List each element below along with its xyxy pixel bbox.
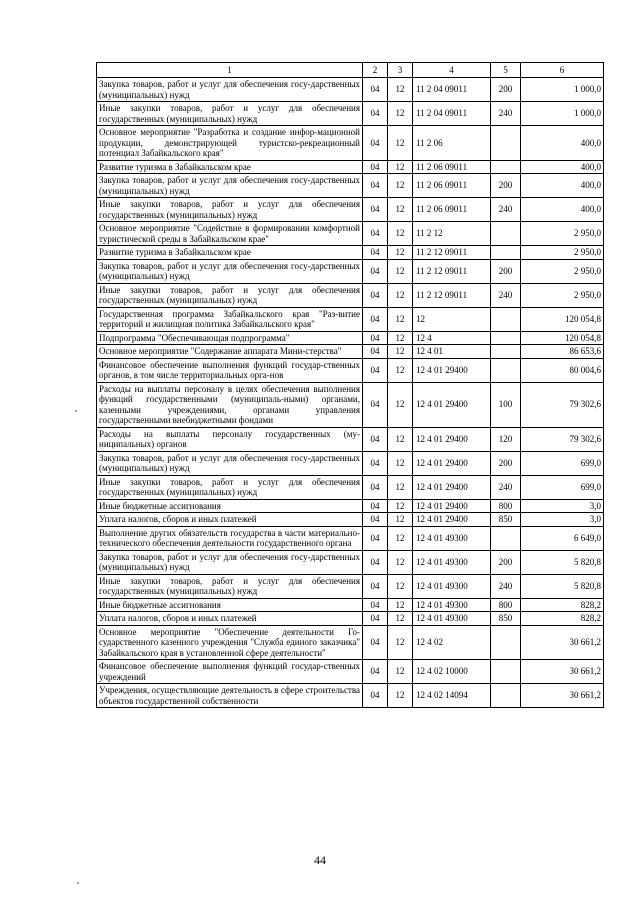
subsection-cell: 12 — [388, 451, 413, 475]
expense-type-cell: 120 — [491, 427, 521, 451]
expense-name-cell: Выполнение других обязательств государства в части материально-технического обеспечения деятельности государственного органа — [97, 526, 363, 550]
expense-type-cell: 240 — [491, 574, 521, 598]
section-cell: 04 — [363, 574, 388, 598]
amount-cell: 828,2 — [521, 612, 604, 626]
expense-name-cell: Иные бюджетные ассигнования — [97, 598, 363, 612]
amount-cell: 400,0 — [521, 174, 604, 198]
amount-cell: 400,0 — [521, 198, 604, 222]
amount-cell: 828,2 — [521, 598, 604, 612]
expense-type-cell — [491, 307, 521, 331]
section-cell: 04 — [363, 612, 388, 626]
expense-type-cell — [491, 358, 521, 382]
expense-type-cell: 240 — [491, 102, 521, 126]
subsection-cell: 12 — [388, 513, 413, 527]
table-row — [97, 126, 604, 161]
header-cell-2: 2 — [363, 63, 388, 78]
table-row — [97, 427, 604, 451]
amount-cell: 2 950,0 — [521, 222, 604, 246]
section-cell: 04 — [363, 660, 388, 684]
budget-table — [96, 62, 604, 708]
subsection-cell: 12 — [388, 526, 413, 550]
subsection-cell: 12 — [388, 160, 413, 174]
expense-type-cell — [491, 160, 521, 174]
amount-cell: 120 054,8 — [521, 307, 604, 331]
budget-table-body — [97, 63, 604, 708]
amount-cell: 3,0 — [521, 499, 604, 513]
table-row — [97, 102, 604, 126]
amount-cell: 2 950,0 — [521, 283, 604, 307]
expense-type-cell: 850 — [491, 612, 521, 626]
target-article-cell: 12 4 01 29400 — [413, 513, 491, 527]
target-article-cell: 12 4 01 29400 — [413, 475, 491, 499]
expense-name-cell: Расходы на выплаты персоналу государственных (му-ниципальных) органов — [97, 427, 363, 451]
section-cell: 04 — [363, 307, 388, 331]
expense-name-cell: Основное мероприятие "Разработка и создание инфор-мационной продукции, демонстрирующей туристско-рекреационный потенциал Забайкальского края" — [97, 126, 363, 161]
expense-type-cell — [491, 222, 521, 246]
amount-cell: 5 820,8 — [521, 574, 604, 598]
target-article-cell: 11 2 06 — [413, 126, 491, 161]
expense-name-cell: Финансовое обеспечение выполнения функций государ-ственных учреждений — [97, 660, 363, 684]
section-cell: 04 — [363, 160, 388, 174]
subsection-cell: 12 — [388, 427, 413, 451]
expense-name-cell: Развитие туризма в Забайкальском крае — [97, 160, 363, 174]
expense-type-cell: 200 — [491, 451, 521, 475]
target-article-cell: 12 4 01 49300 — [413, 574, 491, 598]
subsection-cell: 12 — [388, 246, 413, 260]
subsection-cell: 12 — [388, 358, 413, 382]
section-cell: 04 — [363, 283, 388, 307]
expense-type-cell: 240 — [491, 198, 521, 222]
expense-name-cell: Расходы на выплаты персоналу в целях обеспечения выполнения функций государственными (муниципаль-ными) органами, казенными учреждениями, органами управления государственными внебюджетными фондами — [97, 382, 363, 427]
target-article-cell: 11 2 12 09011 — [413, 283, 491, 307]
section-cell: 04 — [363, 526, 388, 550]
expense-name-cell: Уплата налогов, сборов и иных платежей — [97, 612, 363, 626]
target-article-cell: 12 4 02 14094 — [413, 684, 491, 708]
amount-cell: 6 649,0 — [521, 526, 604, 550]
amount-cell: 79 302,6 — [521, 427, 604, 451]
expense-name-cell: Иные закупки товаров, работ и услуг для обеспечения государственных (муниципальных) нужд — [97, 102, 363, 126]
table-row — [97, 598, 604, 612]
expense-type-cell — [491, 526, 521, 550]
expense-name-cell: Финансовое обеспечение выполнения функций государ-ственных органов, в том числе территориальных орга-нов — [97, 358, 363, 382]
target-article-cell: 11 2 04 09011 — [413, 78, 491, 102]
target-article-cell: 12 4 01 29400 — [413, 499, 491, 513]
target-article-cell: 11 2 12 — [413, 222, 491, 246]
subsection-cell: 12 — [388, 574, 413, 598]
subsection-cell: 12 — [388, 283, 413, 307]
section-cell: 04 — [363, 499, 388, 513]
amount-cell: 699,0 — [521, 451, 604, 475]
scan-speck — [75, 410, 77, 412]
amount-cell: 400,0 — [521, 126, 604, 161]
target-article-cell: 12 4 01 49300 — [413, 598, 491, 612]
subsection-cell: 12 — [388, 198, 413, 222]
section-cell: 04 — [363, 684, 388, 708]
section-cell: 04 — [363, 222, 388, 246]
table-row — [97, 259, 604, 283]
subsection-cell: 12 — [388, 126, 413, 161]
subsection-cell: 12 — [388, 625, 413, 660]
table-row — [97, 475, 604, 499]
table-row — [97, 358, 604, 382]
expense-name-cell: Иные бюджетные ассигнования — [97, 499, 363, 513]
target-article-cell: 12 — [413, 307, 491, 331]
table-row — [97, 222, 604, 246]
expense-type-cell: 100 — [491, 382, 521, 427]
section-cell: 04 — [363, 126, 388, 161]
section-cell: 04 — [363, 625, 388, 660]
section-cell: 04 — [363, 246, 388, 260]
table-row — [97, 660, 604, 684]
table-row — [97, 283, 604, 307]
target-article-cell: 12 4 — [413, 331, 491, 345]
expense-name-cell: Иные закупки товаров, работ и услуг для обеспечения государственных (муниципальных) нужд — [97, 475, 363, 499]
amount-cell: 86 653,6 — [521, 345, 604, 359]
section-cell: 04 — [363, 475, 388, 499]
expense-type-cell — [491, 331, 521, 345]
subsection-cell: 12 — [388, 102, 413, 126]
target-article-cell: 12 4 01 — [413, 345, 491, 359]
subsection-cell: 12 — [388, 550, 413, 574]
section-cell: 04 — [363, 598, 388, 612]
target-article-cell: 11 2 04 09011 — [413, 102, 491, 126]
expense-type-cell: 800 — [491, 499, 521, 513]
expense-type-cell: 200 — [491, 78, 521, 102]
subsection-cell: 12 — [388, 331, 413, 345]
target-article-cell: 12 4 02 — [413, 625, 491, 660]
table-row — [97, 625, 604, 660]
amount-cell: 80 004,6 — [521, 358, 604, 382]
expense-name-cell: Закупка товаров, работ и услуг для обеспечения госу-дарственных (муниципальных) нужд — [97, 259, 363, 283]
subsection-cell: 12 — [388, 345, 413, 359]
section-cell: 04 — [363, 78, 388, 102]
target-article-cell: 11 2 06 09011 — [413, 198, 491, 222]
section-cell: 04 — [363, 382, 388, 427]
expense-type-cell — [491, 684, 521, 708]
subsection-cell: 12 — [388, 222, 413, 246]
target-article-cell: 11 2 12 09011 — [413, 259, 491, 283]
expense-type-cell: 200 — [491, 174, 521, 198]
expense-name-cell: Закупка товаров, работ и услуг для обеспечения госу-дарственных (муниципальных) нужд — [97, 78, 363, 102]
header-cell-4: 4 — [413, 63, 491, 78]
amount-cell: 30 661,2 — [521, 684, 604, 708]
subsection-cell: 12 — [388, 660, 413, 684]
expense-name-cell: Уплата налогов, сборов и иных платежей — [97, 513, 363, 527]
expense-name-cell: Основное мероприятие "Содействие в формировании комфортной туристической среды в Забайкальском крае" — [97, 222, 363, 246]
target-article-cell: 11 2 06 09011 — [413, 174, 491, 198]
table-row — [97, 451, 604, 475]
subsection-cell: 12 — [388, 307, 413, 331]
expense-type-cell — [491, 660, 521, 684]
table-row — [97, 78, 604, 102]
subsection-cell: 12 — [388, 174, 413, 198]
target-article-cell: 12 4 01 49300 — [413, 526, 491, 550]
target-article-cell: 12 4 01 29400 — [413, 451, 491, 475]
expense-name-cell: Подпрограмма "Обеспечивающая подпрограмма" — [97, 331, 363, 345]
section-cell: 04 — [363, 358, 388, 382]
expense-name-cell: Развитие туризма в Забайкальском крае — [97, 246, 363, 260]
section-cell: 04 — [363, 345, 388, 359]
table-row — [97, 331, 604, 345]
section-cell: 04 — [363, 198, 388, 222]
header-cell-3: 3 — [388, 63, 413, 78]
expense-type-cell: 200 — [491, 259, 521, 283]
expense-type-cell: 240 — [491, 283, 521, 307]
subsection-cell: 12 — [388, 499, 413, 513]
subsection-cell: 12 — [388, 598, 413, 612]
section-cell: 04 — [363, 174, 388, 198]
table-header-row — [97, 63, 604, 78]
expense-name-cell: Иные закупки товаров, работ и услуг для обеспечения государственных (муниципальных) нужд — [97, 198, 363, 222]
expense-name-cell: Государственная программа Забайкальского края "Раз-витие территорий и жилищная политика Забайкальского края" — [97, 307, 363, 331]
target-article-cell: 11 2 12 09011 — [413, 246, 491, 260]
table-row — [97, 345, 604, 359]
amount-cell: 79 302,6 — [521, 382, 604, 427]
amount-cell: 5 820,8 — [521, 550, 604, 574]
target-article-cell: 12 4 02 10000 — [413, 660, 491, 684]
expense-type-cell: 850 — [491, 513, 521, 527]
target-article-cell: 12 4 01 29400 — [413, 427, 491, 451]
section-cell: 04 — [363, 427, 388, 451]
header-cell-6: 6 — [521, 63, 604, 78]
table-row — [97, 550, 604, 574]
expense-name-cell: Закупка товаров, работ и услуг для обеспечения госу-дарственных (муниципальных) нужд — [97, 174, 363, 198]
target-article-cell: 12 4 01 49300 — [413, 612, 491, 626]
amount-cell: 120 054,8 — [521, 331, 604, 345]
amount-cell: 699,0 — [521, 475, 604, 499]
scan-speck — [77, 882, 79, 884]
section-cell: 04 — [363, 513, 388, 527]
expense-type-cell — [491, 126, 521, 161]
target-article-cell: 12 4 01 29400 — [413, 382, 491, 427]
header-cell-5: 5 — [491, 63, 521, 78]
table-row — [97, 160, 604, 174]
table-row — [97, 684, 604, 708]
target-article-cell: 12 4 01 49300 — [413, 550, 491, 574]
target-article-cell: 11 2 06 09011 — [413, 160, 491, 174]
amount-cell: 3,0 — [521, 513, 604, 527]
section-cell: 04 — [363, 451, 388, 475]
target-article-cell: 12 4 01 29400 — [413, 358, 491, 382]
table-row — [97, 499, 604, 513]
expense-name-cell: Основное мероприятие "Содержание аппарата Мини-стерства" — [97, 345, 363, 359]
expense-name-cell: Учреждения, осуществляющие деятельность в сфере строительства объектов государственной собственности — [97, 684, 363, 708]
subsection-cell: 12 — [388, 382, 413, 427]
page-number: 44 — [314, 853, 326, 867]
table-row — [97, 382, 604, 427]
expense-type-cell — [491, 345, 521, 359]
subsection-cell: 12 — [388, 475, 413, 499]
expense-name-cell: Иные закупки товаров, работ и услуг для обеспечения государственных (муниципальных) нужд — [97, 283, 363, 307]
table-row — [97, 246, 604, 260]
table-row — [97, 513, 604, 527]
amount-cell: 1 000,0 — [521, 102, 604, 126]
expense-type-cell — [491, 625, 521, 660]
expense-type-cell: 800 — [491, 598, 521, 612]
expense-type-cell — [491, 246, 521, 260]
amount-cell: 30 661,2 — [521, 660, 604, 684]
expense-type-cell: 240 — [491, 475, 521, 499]
table-row — [97, 174, 604, 198]
section-cell: 04 — [363, 331, 388, 345]
amount-cell: 1 000,0 — [521, 78, 604, 102]
subsection-cell: 12 — [388, 259, 413, 283]
expense-type-cell: 200 — [491, 550, 521, 574]
table-row — [97, 526, 604, 550]
table-row — [97, 307, 604, 331]
subsection-cell: 12 — [388, 684, 413, 708]
header-cell-1: 1 — [97, 63, 363, 78]
table-row — [97, 198, 604, 222]
amount-cell: 400,0 — [521, 160, 604, 174]
expense-name-cell: Закупка товаров, работ и услуг для обеспечения госу-дарственных (муниципальных) нужд — [97, 451, 363, 475]
expense-name-cell: Иные закупки товаров, работ и услуг для обеспечения государственных (муниципальных) нужд — [97, 574, 363, 598]
section-cell: 04 — [363, 259, 388, 283]
section-cell: 04 — [363, 550, 388, 574]
amount-cell: 2 950,0 — [521, 259, 604, 283]
table-row — [97, 612, 604, 626]
expense-name-cell: Закупка товаров, работ и услуг для обеспечения госу-дарственных (муниципальных) нужд — [97, 550, 363, 574]
table-row — [97, 574, 604, 598]
expense-name-cell: Основное мероприятие "Обеспечение деятельности Го-сударственного казенного учреждения "Служба единого заказчика" Забайкальского края в установленной сфере деятельности" — [97, 625, 363, 660]
subsection-cell: 12 — [388, 78, 413, 102]
amount-cell: 30 661,2 — [521, 625, 604, 660]
section-cell: 04 — [363, 102, 388, 126]
subsection-cell: 12 — [388, 612, 413, 626]
amount-cell: 2 950,0 — [521, 246, 604, 260]
